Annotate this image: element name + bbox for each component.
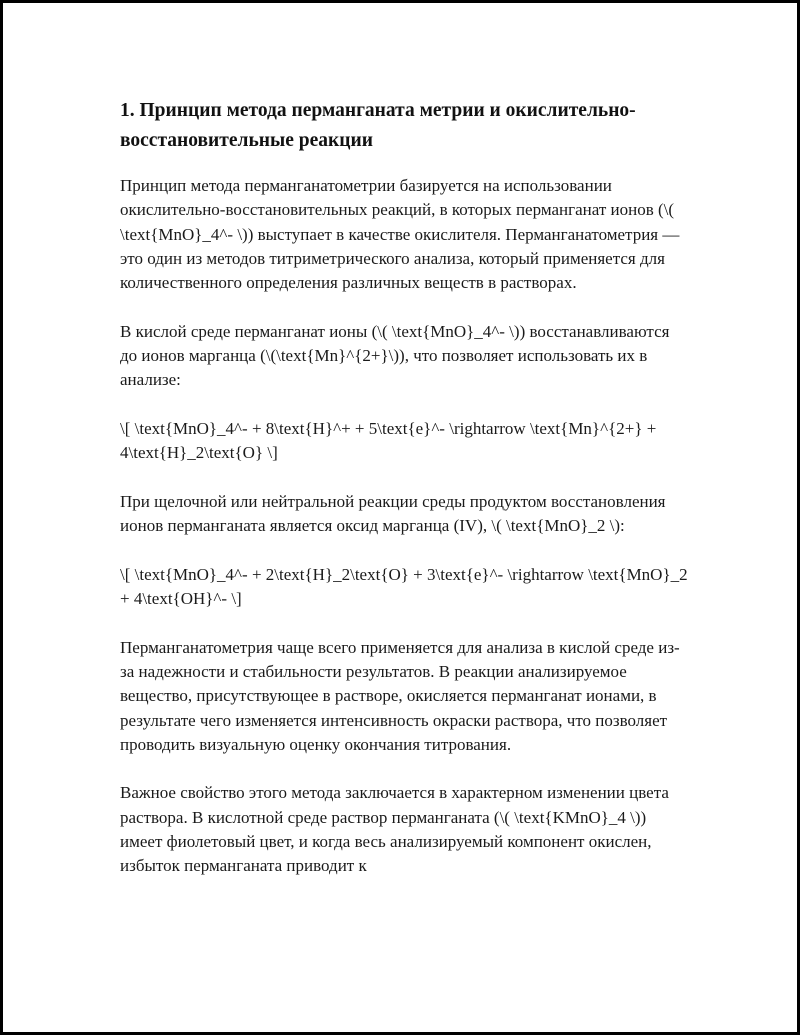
paragraph-alkaline-medium: При щелочной или нейтральной реакции среды продуктом восстановления ионов перманганата является оксид марганца (IV), \( \text{MnO}_2 \):	[120, 491, 666, 536]
document-content	[120, 96, 690, 879]
paragraph-color-change: Важное свойство этого метода заключается в характерном изменении цвета раствора. В кислотной среде раствор перманганата (\( \text{KMnO}_4 \)) имеет фиолетовый цвет, и когда весь анализируемый компонент окислен, избыток перманганата приводит к	[120, 783, 669, 876]
paragraph-principle: Принцип метода перманганатометрии базируется на использовании окислительно-восстановительных реакций, в которых перманганат ионов (\( \text{MnO}_4^- \)) выступает в качестве окислителя. Перманганатометрия — это один из методов титриметрического анализа, который применяется для количественного определения различных веществ в растворах.	[120, 176, 680, 293]
equation-alkaline: \[ \text{MnO}_4^- + 2\text{H}_2\text{O} + 3\text{e}^- \rightarrow \text{MnO}_2 + 4\text{OH}^- \]	[120, 564, 688, 609]
equation-acidic: \[ \text{MnO}_4^- + 8\text{H}^+ + 5\text{e}^- \rightarrow \text{Mn}^{2+} + 4\text{H}_2\text{O} \]	[120, 418, 657, 463]
paragraph-acidic-medium: В кислой среде перманганат ионы (\( \text{MnO}_4^- \)) восстанавливаются до ионов марганца (\(\text{Mn}^{2+}\)), что позволяет использовать их в анализе:	[120, 321, 670, 390]
section-heading: 1. Принцип метода перманганата метрии и окислительно-восстановительные реакции	[120, 100, 636, 151]
paragraph-application: Перманганатометрия чаще всего применяется для анализа в кислой среде из-за надежности и стабильности результатов. В реакции анализируемое вещество, присутствующее в растворе, окисляется перманганат ионами, в результате чего изменяется интенсивность окраски раствора, что позволяет проводить визуальную оценку окончания титрования.	[120, 637, 680, 754]
